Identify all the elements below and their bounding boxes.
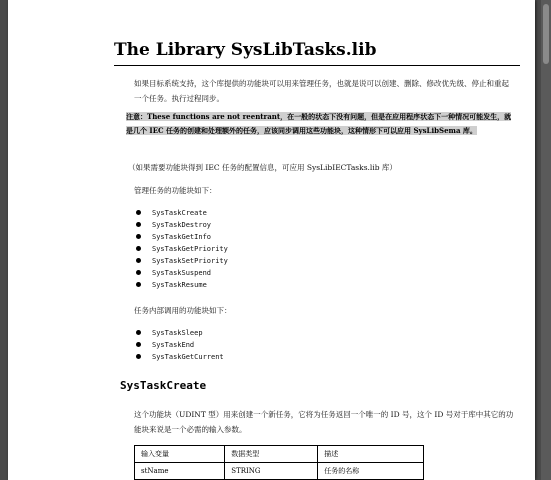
column-header: 输入变量 [135, 446, 225, 463]
bullet-icon [136, 282, 141, 287]
column-header: 数据类型 [225, 446, 318, 463]
table-cell: 任务的名称 [318, 463, 424, 480]
management-function-list [134, 207, 228, 291]
bullet-icon [136, 210, 141, 215]
table-row [135, 463, 424, 480]
list1-heading: 管理任务的功能块如下： [134, 186, 217, 195]
note-text: 注意：These functions are not reentrant，在一般的状态下没有问题，但是在应用程序状态下一种情况可能发生，就是几个 IEC 任务的创建和处理额外的任务，应该同步调用这些功能块，这种情形下可以应用 SysLibSema 库。 [126, 112, 512, 135]
list-item: SysTaskSetPriority [134, 255, 228, 267]
list-item: SysTaskGetCurrent [134, 351, 224, 363]
scrollbar-thumb[interactable] [543, 4, 549, 64]
config-note: （如果需要功能块得到 IEC 任务的配置信息，可应用 SysLibIECTasks.lib 库） [128, 163, 397, 172]
list-item: SysTaskCreate [134, 207, 228, 219]
section-description: 这个功能块（UDINT 型）用来创建一个新任务，它将为任务返回一个唯一的 ID 号，这个 ID 号对于库中其它的功能块来说是一个必需的输入参数。 [134, 410, 514, 434]
bullet-icon [136, 354, 141, 359]
reentrancy-note [126, 110, 518, 137]
bullet-icon [136, 246, 141, 251]
page-title: The Library SysLibTasks.lib [114, 40, 377, 60]
list-item: SysTaskGetPriority [134, 243, 228, 255]
list-item: SysTaskDestroy [134, 219, 228, 231]
title-divider [114, 65, 520, 66]
bullet-icon [136, 222, 141, 227]
table-cell: STRING [225, 463, 318, 480]
vertical-scrollbar[interactable] [541, 0, 551, 480]
input-variables-table [134, 445, 424, 480]
column-header: 描述 [318, 446, 424, 463]
intro-paragraph: 如果目标系统支持，这个库提供的功能块可以用来管理任务，也就是说可以创建、删除、修改优先级、停止和重起一个任务。执行过程同步。 [134, 79, 509, 103]
table-cell: stName [135, 463, 225, 480]
list-item: SysTaskSleep [134, 327, 224, 339]
document-page [8, 0, 535, 480]
list-item: SysTaskSuspend [134, 267, 228, 279]
table-header-row [135, 446, 424, 463]
list-item: SysTaskResume [134, 279, 228, 291]
bullet-icon [136, 270, 141, 275]
list-item: SysTaskEnd [134, 339, 224, 351]
bullet-icon [136, 258, 141, 263]
list-item: SysTaskGetInfo [134, 231, 228, 243]
bullet-icon [136, 342, 141, 347]
list2-heading: 任务内部调用的功能块如下： [134, 306, 232, 315]
bullet-icon [136, 234, 141, 239]
internal-function-list [134, 327, 224, 363]
section-title: SysTaskCreate [120, 379, 207, 392]
bullet-icon [136, 330, 141, 335]
